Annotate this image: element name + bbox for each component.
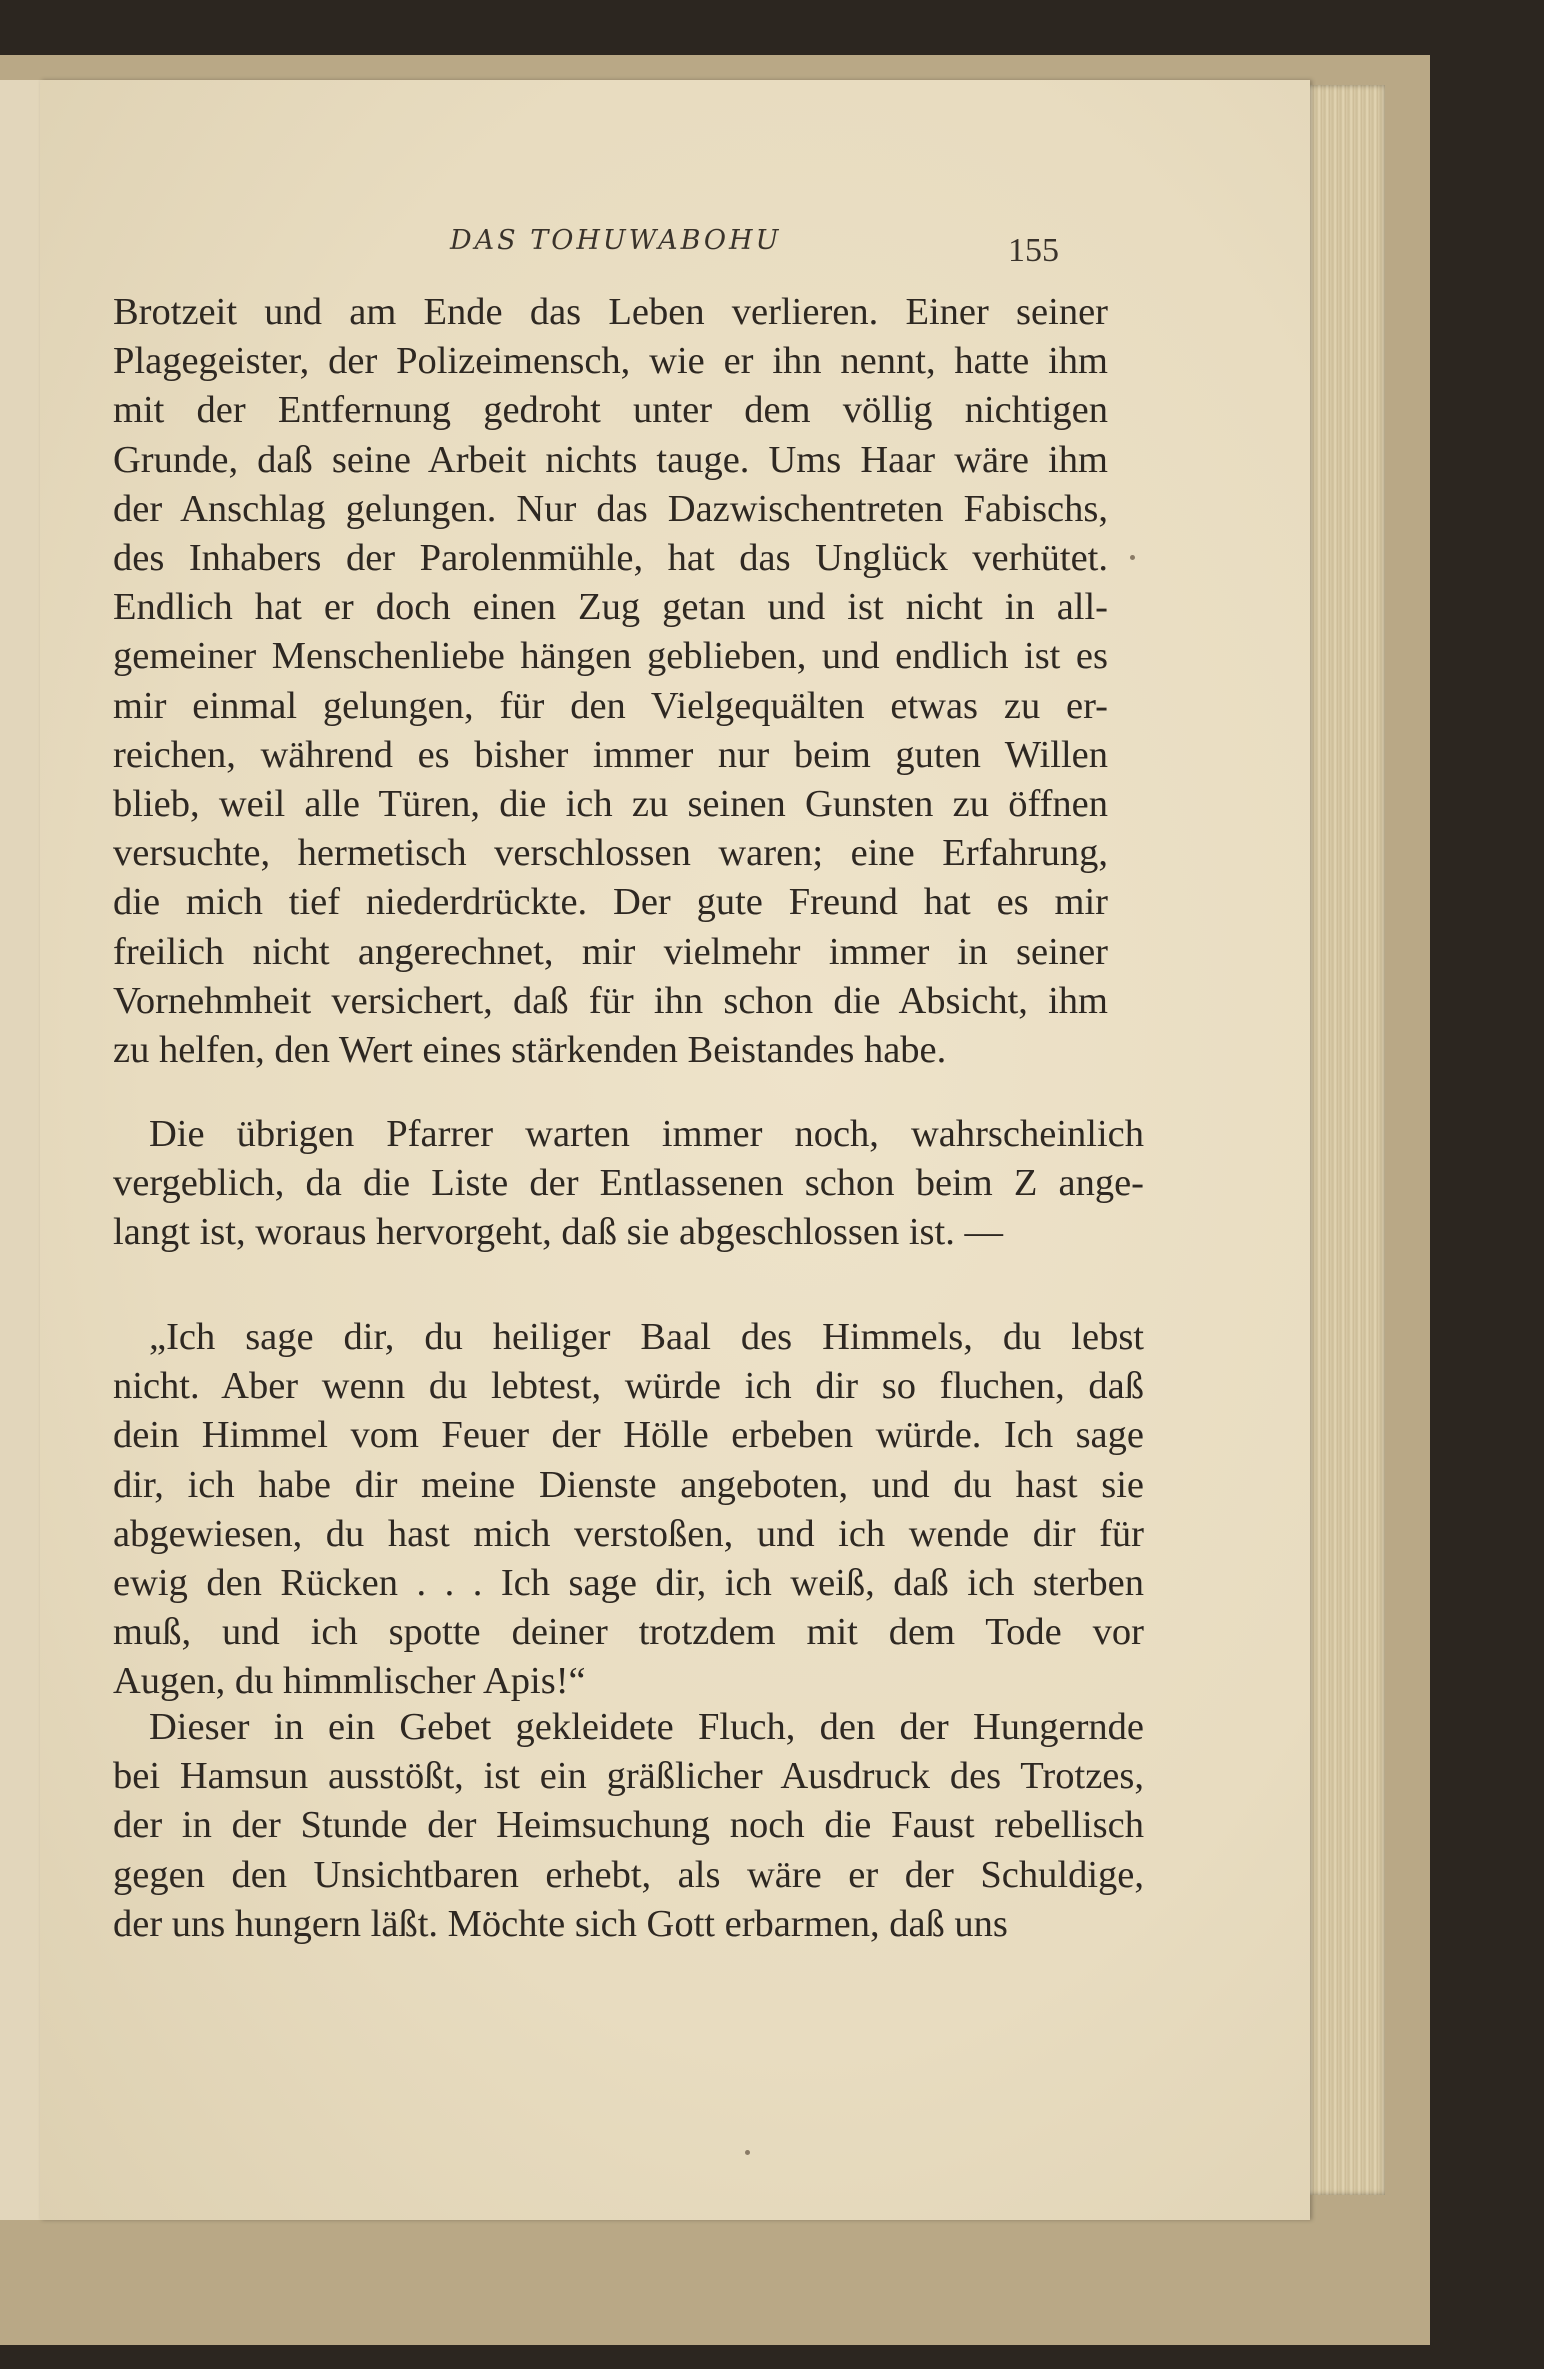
text-line: der uns hungern läßt. Möchte sich Gott erbarmen, daß uns (113, 1902, 1008, 1945)
text-line: gemeiner Menschenliebe hängen geblieben, und endlich ist es (113, 635, 1108, 678)
paper-speck (745, 2150, 750, 2155)
text-line: bei Hamsun ausstößt, ist ein gräßlicher Ausdruck des Trotzes, (113, 1755, 1144, 1798)
text-line: nicht. Aber wenn du lebtest, würde ich dir so fluchen, daß (113, 1365, 1144, 1408)
text-line: die mich tief niederdrückte. Der gute Freund hat es mir (113, 881, 1108, 924)
text-line: dein Himmel vom Feuer der Hölle erbeben würde. Ich sage (113, 1414, 1144, 1457)
paragraph-1 (113, 288, 1108, 1075)
text-line: der Anschlag gelungen. Nur das Dazwischentreten Fabischs, (113, 487, 1108, 530)
text-line: Endlich hat er doch einen Zug getan und ist nicht in all- (113, 586, 1108, 629)
paper-speck (1130, 555, 1135, 560)
text-line: Die übrigen Pfarrer warten immer noch, wahrscheinlich (149, 1113, 1144, 1155)
text-line: mit der Entfernung gedroht unter dem völlig nichtigen (113, 389, 1108, 432)
text-line: freilich nicht angerechnet, mir vielmehr immer in seiner (113, 930, 1108, 973)
facing-page-edge (0, 80, 41, 2220)
text-line: dir, ich habe dir meine Dienste angeboten, und du hast sie (113, 1463, 1144, 1506)
text-line: muß, und ich spotte deiner trotzdem mit dem Tode vor (113, 1611, 1144, 1654)
paragraph-3-quote (113, 1313, 1144, 1707)
text-line: der in der Stunde der Heimsuchung noch die Faust rebellisch (113, 1804, 1144, 1847)
text-line: „Ich sage dir, du heiliger Baal des Himmels, du lebst (149, 1316, 1144, 1358)
page-number: 155 (1008, 232, 1059, 269)
text-line: Augen, du himmlischer Apis!“ (113, 1660, 586, 1703)
running-head: DAS TOHUWABOHU (450, 225, 782, 256)
text-line: vergeblich, da die Liste der Entlassenen schon beim Z ange- (113, 1162, 1144, 1205)
text-line: mir einmal gelungen, für den Vielgequälten etwas zu er- (113, 684, 1108, 727)
text-line: langt ist, woraus hervorgeht, daß sie abgeschlossen ist. — (113, 1211, 1003, 1254)
text-line: zu helfen, den Wert eines stärkenden Beistandes habe. (113, 1029, 947, 1072)
text-line: Grunde, daß seine Arbeit nichts tauge. Ums Haar wäre ihm (113, 438, 1108, 481)
text-line: blieb, weil alle Türen, die ich zu seinen Gunsten zu öffnen (113, 783, 1108, 826)
paragraph-2 (113, 1110, 1144, 1258)
text-line: ewig den Rücken . . . Ich sage dir, ich weiß, daß ich sterben (113, 1562, 1144, 1605)
text-line: Dieser in ein Gebet gekleidete Fluch, den der Hungernde (149, 1706, 1144, 1748)
text-line: abgewiesen, du hast mich verstoßen, und ich wende dir für (113, 1512, 1144, 1555)
text-line: des Inhabers der Parolenmühle, hat das Unglück verhütet. (113, 537, 1108, 580)
text-line: Vornehmheit versichert, daß für ihn schon die Absicht, ihm (113, 979, 1108, 1022)
paragraph-4 (113, 1703, 1144, 1949)
text-line: Plagegeister, der Polizeimensch, wie er ihn nennt, hatte ihm (113, 340, 1108, 383)
text-line: versuchte, hermetisch verschlossen waren; eine Erfahrung, (113, 832, 1108, 875)
text-line: Brotzeit und am Ende das Leben verlieren. Einer seiner (113, 291, 1108, 333)
text-line: gegen den Unsichtbaren erhebt, als wäre er der Schuldige, (113, 1853, 1144, 1896)
text-line: reichen, während es bisher immer nur beim guten Willen (113, 733, 1108, 776)
